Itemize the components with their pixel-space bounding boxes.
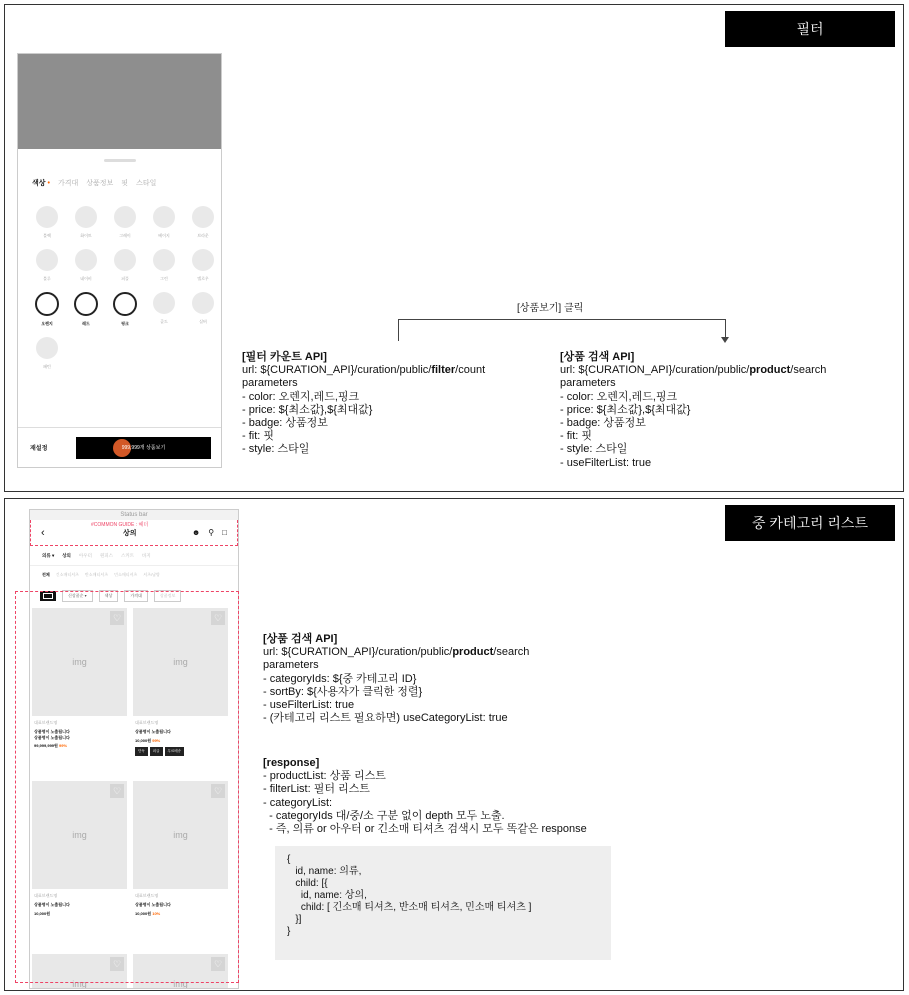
tab-style[interactable]: 스타일 bbox=[136, 180, 157, 187]
product-search-api-note: [상품 검색 API] url: ${CURATION_API}/curation/public/product/search parameters - color: 오렌지,레드,핑크 - price: ${최소값},${최대값} - badge: 상품정보 - fit: 핏 - style: 스타일 - useFilterList: true bbox=[560, 351, 827, 469]
swatch-circle bbox=[75, 206, 97, 228]
heart-icon[interactable]: ♡ bbox=[110, 611, 124, 625]
filter-phone-mockup bbox=[17, 53, 222, 468]
filter-count-api-note: [필터 카운트 API] url: ${CURATION_API}/curation/public/filter/count parameters - color: 오렌지,레드,핑크 - price: ${최소값},${최대값} - badge: 상품정보 - fit: 핏 - style: 스타일 bbox=[242, 351, 486, 456]
cat-tab-top[interactable]: 상의 bbox=[62, 552, 71, 558]
filter-bottom-bar bbox=[18, 427, 221, 467]
swatch-label: 골드 bbox=[160, 319, 168, 324]
color-filter-chip[interactable]: 색상 bbox=[99, 590, 119, 602]
image-placeholder bbox=[18, 54, 221, 149]
color-swatch[interactable] bbox=[184, 292, 222, 327]
swatch-circle bbox=[192, 292, 214, 314]
swatch-label: 브라운 bbox=[197, 233, 209, 238]
click-label: [상품보기] 클릭 bbox=[517, 303, 584, 314]
swatch-circle bbox=[192, 206, 214, 228]
tab-color[interactable]: 색상 • bbox=[32, 180, 50, 187]
swatch-label: 블랙 bbox=[43, 233, 51, 238]
product-image: img ♡ bbox=[133, 781, 228, 889]
color-swatch-grid bbox=[18, 188, 221, 370]
color-swatch[interactable] bbox=[145, 292, 183, 327]
sort-dropdown[interactable]: 신상품순 ▾ bbox=[62, 590, 93, 602]
product-tag: 단독 bbox=[135, 747, 148, 756]
swatch-label: 실버 bbox=[199, 319, 207, 324]
heart-icon[interactable]: ♡ bbox=[211, 957, 225, 971]
category-tabs bbox=[30, 546, 238, 566]
product-image: img ♡ bbox=[32, 608, 127, 716]
status-bar: Status bar bbox=[30, 510, 238, 520]
category-list-panel bbox=[4, 498, 904, 991]
swatch-label: 네이비 bbox=[80, 276, 92, 281]
sub-tab[interactable]: 민소매티셔츠 bbox=[114, 572, 138, 577]
swatch-circle bbox=[36, 206, 58, 228]
color-swatch[interactable] bbox=[145, 249, 183, 282]
bag-icon[interactable]: □ bbox=[222, 528, 227, 537]
discount-rate: 10% bbox=[152, 910, 161, 916]
swatch-label: 그레이 bbox=[119, 233, 131, 238]
color-swatch[interactable] bbox=[28, 337, 66, 370]
swatch-label: 오렌지 bbox=[41, 321, 53, 326]
brand-name: 대표브랜드명 bbox=[135, 720, 159, 725]
user-icon[interactable]: ☻ bbox=[191, 528, 201, 537]
flow-line-right bbox=[725, 319, 726, 339]
product-search-api-note: [상품 검색 API] url: ${CURATION_API}/curation/public/product/search parameters - categoryIds: ${중 카테고리 ID} - sortBy: ${사용자가 클릭한 정렬} - useFilterList: true - (카테고리 리스트 필요하면) useCategoryList: true bbox=[263, 633, 530, 725]
swatch-circle bbox=[36, 337, 58, 359]
color-swatch[interactable] bbox=[184, 249, 222, 282]
cat-tab-pants[interactable]: 바지 bbox=[142, 552, 151, 558]
discount-rate: 99% bbox=[59, 743, 68, 748]
sub-tab[interactable]: 셔츠/남방 bbox=[143, 572, 160, 577]
swatch-circle bbox=[114, 249, 136, 271]
swatch-circle bbox=[35, 292, 59, 316]
info-filter-chip[interactable]: 상품정보 bbox=[154, 590, 181, 602]
swatch-label: 블루 bbox=[43, 276, 51, 281]
swatch-circle bbox=[153, 292, 175, 314]
cat-dropdown[interactable]: 의류 ▾ bbox=[42, 552, 55, 558]
color-swatch[interactable] bbox=[106, 249, 144, 282]
filter-tabs bbox=[18, 162, 221, 188]
color-swatch[interactable] bbox=[106, 292, 144, 327]
tab-info[interactable]: 상품정보 bbox=[86, 180, 114, 187]
swatch-label: 핑크 bbox=[121, 321, 129, 326]
flow-line-left bbox=[398, 319, 399, 341]
product-image: img ♡ bbox=[133, 954, 228, 989]
swatch-circle bbox=[192, 249, 214, 271]
color-swatch[interactable] bbox=[184, 206, 222, 239]
discount-rate: 99% bbox=[152, 737, 161, 743]
response-code-block: { id, name: 의류, child: [{ id, name: 상의, child: [ 긴소매 티셔츠, 반소매 티셔츠, 민소매 티셔츠 ] }] } bbox=[275, 846, 611, 960]
swatch-circle bbox=[36, 249, 58, 271]
response-note: [response] - productList: 상품 리스트 - filterList: 필터 리스트 - categoryList: - categoryIds 대/중/소 구분 없이 depth 모두 노출. - 즉, 의류 or 아우터 or 긴소매 티셔츠 검색시 모두 똑같은 response bbox=[263, 757, 587, 836]
product-price: 10,000원 10% bbox=[135, 910, 161, 916]
product-name: 상품명이 노출됩니다 bbox=[34, 902, 70, 907]
swatch-label: 레드 bbox=[82, 321, 90, 326]
product-image: img ♡ bbox=[32, 781, 127, 889]
product-price: 99,999,999원 99% bbox=[34, 743, 68, 748]
product-name: 상품명이 노출됩니다 bbox=[135, 729, 171, 734]
color-swatch[interactable] bbox=[145, 206, 183, 239]
price-filter-chip[interactable]: 가격대 bbox=[124, 590, 148, 602]
product-name: 상품명이 노출됩니다 상품명이 노출됩니다 bbox=[34, 729, 70, 740]
swatch-circle bbox=[75, 249, 97, 271]
heart-icon[interactable]: ♡ bbox=[110, 957, 124, 971]
product-price: 10,000원 99% bbox=[135, 737, 161, 743]
panel-title: 필터 bbox=[725, 11, 895, 47]
brand-name: 대표브랜드명 bbox=[34, 893, 58, 898]
app-header bbox=[30, 520, 238, 546]
swatch-label: 패턴 bbox=[43, 364, 51, 369]
subcategory-tabs bbox=[30, 566, 238, 584]
product-tag: 무료배송 bbox=[165, 747, 185, 756]
flow-line bbox=[398, 319, 726, 320]
swatch-circle bbox=[153, 206, 175, 228]
product-tag: 피클 bbox=[150, 747, 163, 756]
cat-tab-outer[interactable]: 아우터 bbox=[78, 552, 92, 558]
view-products-button[interactable]: 999,999개 상품보기 bbox=[76, 437, 211, 459]
back-icon[interactable]: ‹ bbox=[41, 526, 45, 539]
page-title: 상의 bbox=[123, 529, 137, 537]
heart-icon[interactable]: ♡ bbox=[211, 611, 225, 625]
swatch-circle bbox=[114, 206, 136, 228]
panel-title: 중 카테고리 리스트 bbox=[725, 505, 895, 541]
product-name: 상품명이 노출됩니다 bbox=[135, 902, 171, 907]
sub-tab[interactable]: 긴소매티셔츠 bbox=[55, 572, 79, 577]
color-swatch[interactable] bbox=[106, 206, 144, 239]
dashed-highlight bbox=[15, 591, 239, 983]
swatch-label: 그린 bbox=[160, 276, 168, 281]
swatch-circle bbox=[74, 292, 98, 316]
sub-tab[interactable]: 반소매티셔츠 bbox=[84, 572, 109, 577]
arrow-down-icon bbox=[721, 337, 729, 343]
heart-icon[interactable]: ♡ bbox=[211, 784, 225, 798]
swatch-label: 퍼플 bbox=[121, 276, 129, 281]
color-swatch[interactable] bbox=[28, 249, 66, 282]
product-image: img ♡ bbox=[32, 954, 127, 989]
product-image: img ♡ bbox=[133, 608, 228, 716]
color-swatch[interactable] bbox=[28, 292, 66, 327]
reset-button[interactable]: 재설정 bbox=[30, 446, 48, 452]
sub-tab-all[interactable]: 전체 bbox=[42, 572, 50, 577]
swatch-circle bbox=[113, 292, 137, 316]
brand-name: 대표브랜드명 bbox=[34, 720, 58, 725]
tab-price[interactable]: 가격대 bbox=[57, 180, 79, 187]
brand-name: 대표브랜드명 bbox=[135, 893, 159, 898]
tab-fit[interactable]: 핏 bbox=[121, 180, 129, 187]
swatch-circle bbox=[153, 249, 175, 271]
filter-panel bbox=[4, 4, 904, 492]
guide-comment: #COMMON GUIDE : 헤더 bbox=[91, 522, 149, 528]
swatch-label: 화이트 bbox=[80, 233, 92, 238]
product-price: 10,000원 bbox=[34, 910, 51, 916]
swatch-label: 옐로우 bbox=[197, 276, 209, 281]
cat-tab-skirt[interactable]: 스커트 bbox=[121, 552, 135, 558]
color-swatch[interactable] bbox=[67, 249, 105, 282]
color-swatch[interactable] bbox=[67, 292, 105, 327]
cat-tab-onepiece[interactable]: 원피스 bbox=[99, 552, 113, 558]
swatch-label: 베이지 bbox=[158, 233, 170, 238]
color-swatch[interactable] bbox=[67, 206, 105, 239]
color-swatch[interactable] bbox=[28, 206, 66, 239]
heart-icon[interactable]: ♡ bbox=[110, 784, 124, 798]
search-icon[interactable]: ⚲ bbox=[208, 528, 215, 537]
